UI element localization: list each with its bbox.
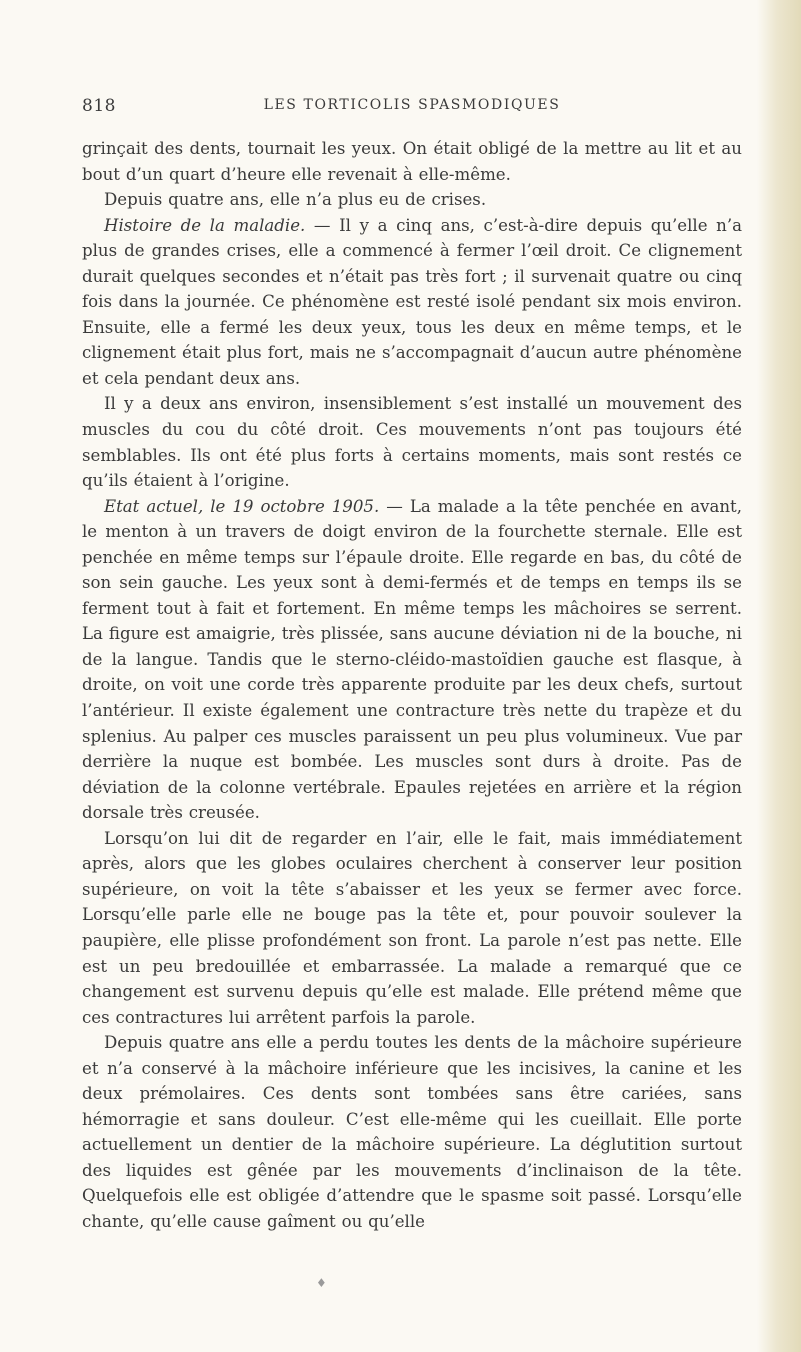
page-edge-shadow bbox=[757, 0, 801, 1352]
paragraph-1: grinçait des dents, tournait les yeux. On était obligé de la mettre au lit et au bout d’un quart d’heure elle revenait à elle-même. bbox=[82, 139, 742, 184]
section-heading-current-state: Etat actuel, le 19 octobre 1905. bbox=[104, 496, 380, 516]
paragraph-3: Histoire de la maladie. — Il y a cinq ans, c’est-à-dire depuis qu’elle n’a plus de grandes crises, elle a commencé à fermer l’œil droit. Ce clignement durait quelques secondes et n’était pas très fort ; il survenait quatre ou cinq fois dans la journée. Ce phénomène est resté isolé pendant six mois environ. Ensuite, elle a fermé les deux yeux, tous les deux en même temps, et le clignement était plus fort, mais ne s’accompagnait d’aucun autre phénomène et cela pendant deux ans. bbox=[82, 215, 742, 388]
page-number: 818 bbox=[82, 96, 116, 116]
paragraph-6: Lorsqu’on lui dit de regarder en l’air, elle le fait, mais immédiatement après, alors que les globes oculaires cherchent à conserver leur position supérieure, on voit la tête s’abaisser et les yeux se fermer avec force. Lorsqu’elle parle elle ne bouge pas la tête et, pour pouvoir soulever la paupière, elle plisse profondément son front. La parole n’est pas nette. Elle est un peu bredouillée et embarrassée. La malade a remarqué que ce changement est survenu depuis qu’elle est malade. Elle prétend même que ces contractures lui arrêtent parfois la parole. bbox=[82, 828, 742, 1027]
section-heading-history: Histoire de la maladie. bbox=[104, 215, 306, 235]
running-title: LES TORTICOLIS SPASMODIQUES bbox=[263, 97, 561, 113]
paragraph-5: Etat actuel, le 19 octobre 1905. — La malade a la tête penchée en avant, le menton à un travers de doigt environ de la fourchette sternale. Elle est penchée en même temps sur l’épaule droite. Elle regarde en bas, du côté de son sein gauche. Les yeux sont à demi-fermés et de temps en temps ils se ferment tout à fait et fortement. En même temps les mâchoires se serrent. La figure est amaigrie, très plissée, sans aucune déviation ni de la bouche, ni de la langue. Tandis que le sterno-cléido-mastoïdien gauche est flasque, à droite, on voit une corde très apparente produite par les deux chefs, surtout l’antérieur. Il existe également une contracture très nette du trapèze et du splenius. Au palper ces muscles paraissent un peu plus volumineux. Vue par derrière la nuque est bombée. Les muscles sont durs à droite. Pas de déviation de la colonne vertébrale. Epaules rejetées en arrière et la région dorsale très creusée. bbox=[82, 496, 742, 823]
printer-mark: ♦ bbox=[316, 1276, 327, 1290]
body-text bbox=[82, 136, 742, 1235]
paragraph-7: Depuis quatre ans elle a perdu toutes les dents de la mâchoire supérieure et n’a conservé à la mâchoire inférieure que les incisives, la canine et les deux prémolaires. Ces dents sont tombées sans être cariées, sans hémorragie et sans douleur. C’est elle-même qui les cueillait. Elle porte actuellement un dentier de la mâchoire supérieure. La déglutition surtout des liquides est gênée par les mouvements d’inclinaison de la tête. Quelquefois elle est obligée d’attendre que le spasme soit passé. Lorsqu’elle chante, qu’elle cause gaîment ou qu’elle bbox=[82, 1033, 742, 1231]
paragraph-4: Il y a deux ans environ, insensiblement s’est installé un mouvement des muscles du cou du côté droit. Ces mouvements n’ont pas toujours été semblables. Ils ont été plus forts à certains moments, mais sont restés ce qu’ils étaient à l’origine. bbox=[82, 394, 742, 491]
page-header bbox=[82, 96, 742, 122]
paragraph-2: Depuis quatre ans, elle n’a plus eu de crises. bbox=[104, 190, 487, 210]
